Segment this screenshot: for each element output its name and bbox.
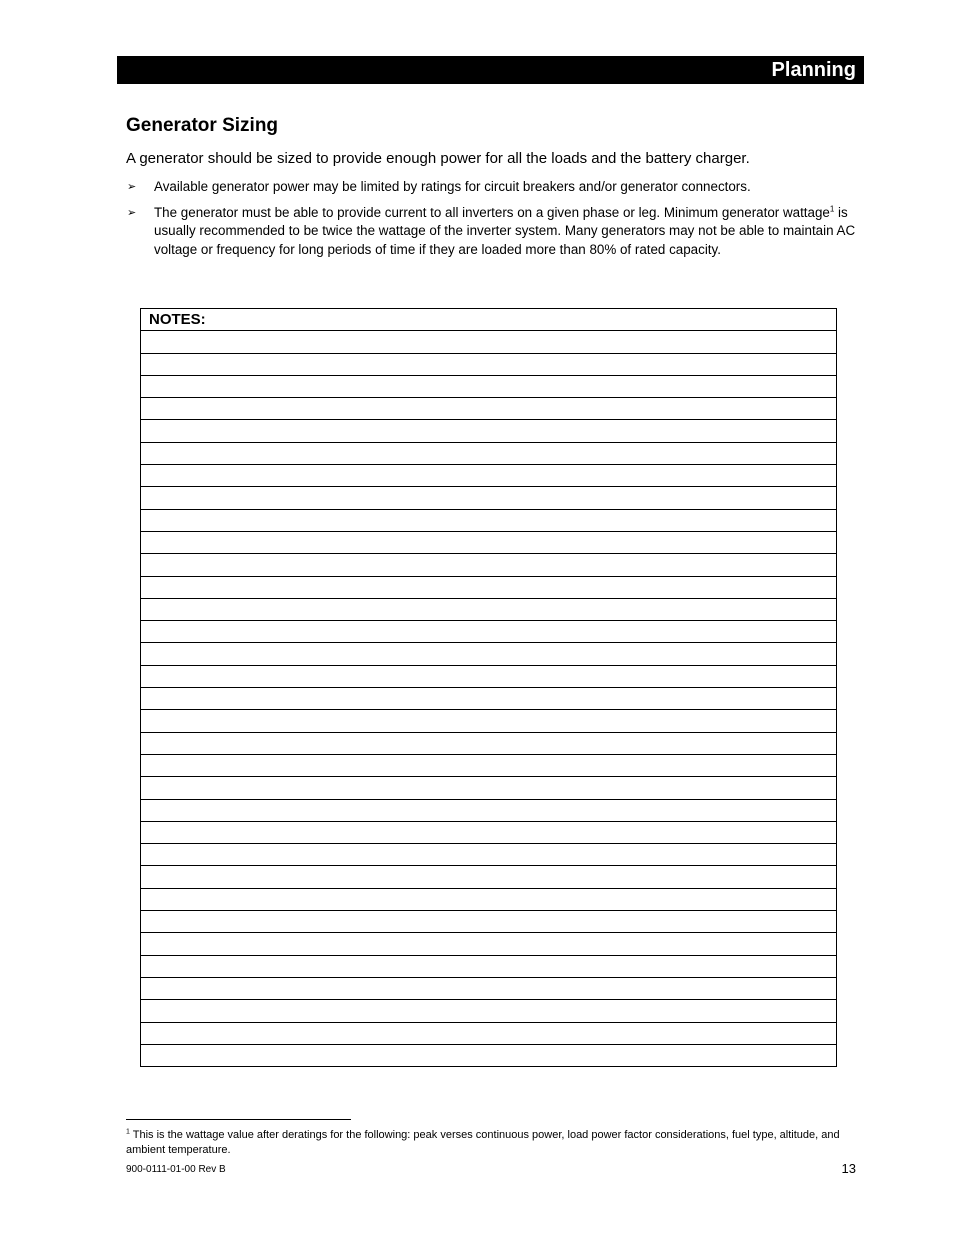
notes-blank-cell [141, 509, 837, 531]
bullet-text [154, 205, 855, 257]
notes-blank-row [141, 554, 837, 576]
notes-blank-row [141, 465, 837, 487]
notes-blank-cell [141, 398, 837, 420]
notes-blank-row [141, 1044, 837, 1066]
notes-blank-row [141, 933, 837, 955]
notes-blank-row [141, 754, 837, 776]
footnote-number: 1 [126, 1128, 130, 1136]
notes-blank-cell [141, 1022, 837, 1044]
notes-blank-row [141, 1000, 837, 1022]
notes-blank-cell [141, 732, 837, 754]
notes-blank-cell [141, 442, 837, 464]
notes-blank-row [141, 977, 837, 999]
notes-blank-cell [141, 977, 837, 999]
notes-blank-row [141, 442, 837, 464]
notes-blank-row [141, 1022, 837, 1044]
notes-blank-cell [141, 799, 837, 821]
notes-blank-cell [141, 375, 837, 397]
notes-label: NOTES: [149, 310, 206, 328]
notes-blank-cell [141, 688, 837, 710]
notes-blank-row [141, 688, 837, 710]
notes-blank-cell [141, 1000, 837, 1022]
notes-blank-row [141, 643, 837, 665]
notes-blank-cell [141, 665, 837, 687]
footnote-reference: 1 [829, 204, 835, 214]
notes-blank-row [141, 710, 837, 732]
notes-blank-cell [141, 777, 837, 799]
notes-blank-row [141, 844, 837, 866]
footnote-divider [126, 1119, 351, 1120]
notes-blank-row [141, 509, 837, 531]
notes-blank-cell [141, 465, 837, 487]
notes-blank-cell [141, 821, 837, 843]
notes-blank-row [141, 888, 837, 910]
notes-blank-cell [141, 844, 837, 866]
header-title: Planning [771, 59, 856, 81]
bullet-text-part: is usually recommended to be twice the wattage of the inverter system. Many generators may not be able to maintain AC voltage or frequency for long periods of time if they are loaded more than 80% of rated capacity. [154, 204, 856, 257]
notes-blank-row [141, 598, 837, 620]
notes-blank-cell [141, 531, 837, 553]
notes-blank-cell [141, 331, 837, 353]
notes-blank-row [141, 487, 837, 509]
bullet-item [126, 204, 856, 260]
notes-blank-cell [141, 1044, 837, 1066]
notes-blank-row [141, 375, 837, 397]
notes-blank-cell [141, 643, 837, 665]
notes-blank-cell [141, 754, 837, 776]
notes-blank-row [141, 911, 837, 933]
notes-blank-row [141, 821, 837, 843]
notes-blank-cell [141, 888, 837, 910]
notes-blank-cell [141, 955, 837, 977]
notes-blank-cell [141, 710, 837, 732]
notes-table [140, 308, 837, 1067]
notes-header-cell [141, 309, 837, 331]
intro-paragraph: A generator should be sized to provide enough power for all the loads and the battery charger. [126, 150, 750, 167]
section-header-bar [117, 56, 864, 84]
arrow-bullet-icon: ➢ [127, 206, 137, 219]
notes-blank-row [141, 353, 837, 375]
notes-blank-row [141, 531, 837, 553]
notes-blank-cell [141, 576, 837, 598]
bullet-text-part: The generator must be able to provide current to all inverters on a given phase or leg. Minimum generator wattage [154, 204, 830, 220]
notes-blank-cell [141, 353, 837, 375]
notes-header-row [141, 309, 837, 331]
notes-blank-cell [141, 554, 837, 576]
footnote-text: This is the wattage value after deratings for the following: peak verses continuous power, load power factor considerations, fuel type, altitude, and ambient temperature. [126, 1129, 840, 1156]
notes-blank-cell [141, 420, 837, 442]
notes-blank-cell [141, 487, 837, 509]
notes-blank-row [141, 621, 837, 643]
notes-blank-row [141, 398, 837, 420]
bullet-item [126, 178, 856, 197]
notes-blank-row [141, 777, 837, 799]
notes-blank-row [141, 955, 837, 977]
bullet-list [126, 178, 856, 266]
notes-blank-row [141, 576, 837, 598]
notes-blank-cell [141, 621, 837, 643]
notes-blank-row [141, 799, 837, 821]
notes-blank-row [141, 732, 837, 754]
notes-blank-cell [141, 598, 837, 620]
document-code: 900-0111-01-00 Rev B [126, 1164, 226, 1175]
notes-blank-cell [141, 866, 837, 888]
notes-blank-row [141, 420, 837, 442]
section-title: Generator Sizing [126, 115, 279, 136]
notes-blank-cell [141, 911, 837, 933]
arrow-bullet-icon: ➢ [127, 181, 137, 193]
notes-blank-row [141, 665, 837, 687]
page-number: 13 [841, 1161, 856, 1176]
notes-blank-cell [141, 933, 837, 955]
bullet-text: Available generator power may be limited by ratings for circuit breakers and/or generator connectors. [154, 179, 751, 194]
footnote [126, 1128, 846, 1158]
notes-blank-row [141, 331, 837, 353]
notes-blank-row [141, 866, 837, 888]
